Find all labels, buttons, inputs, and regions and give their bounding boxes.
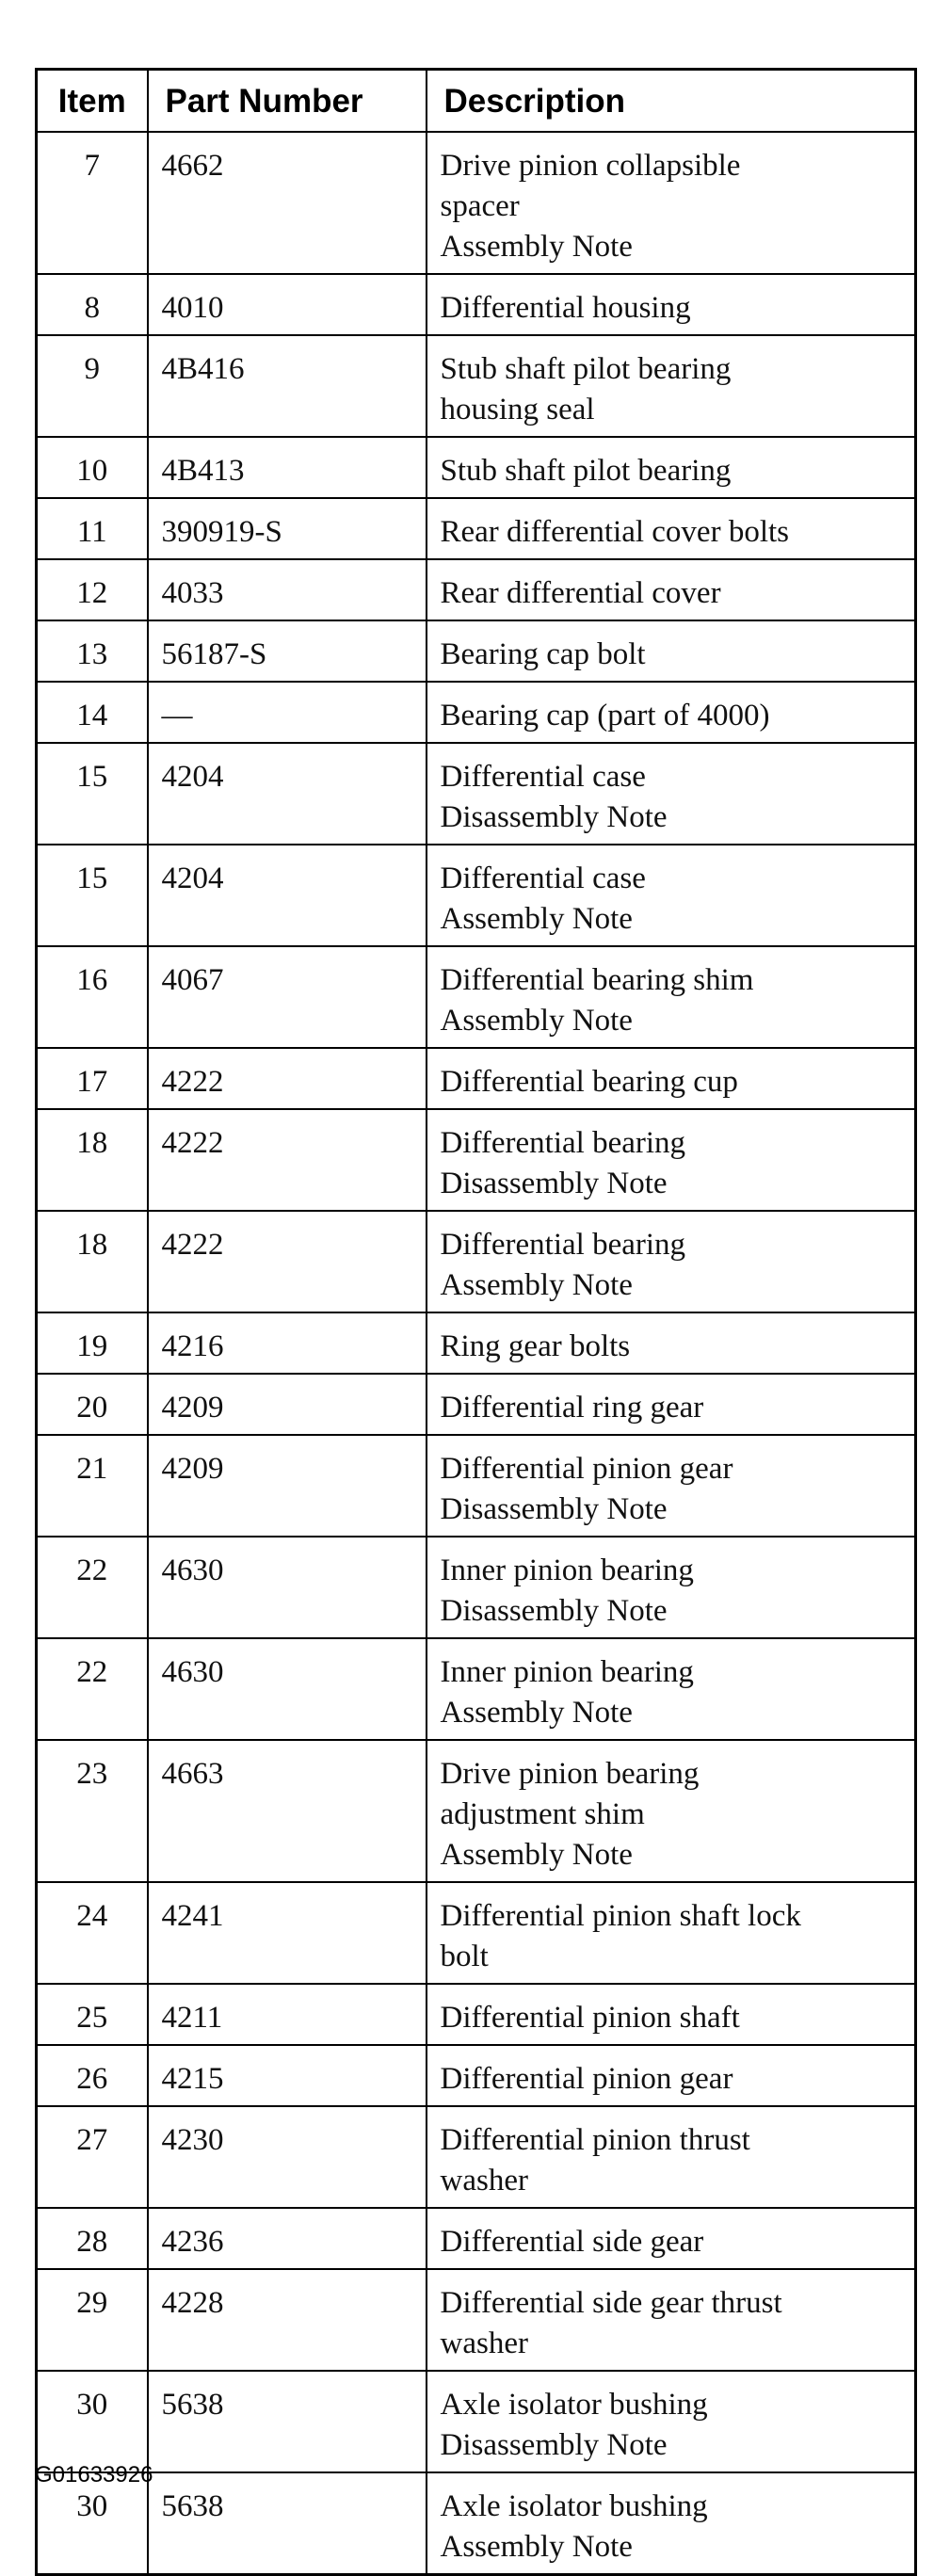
description-line: Differential bearing [440, 1228, 686, 1262]
part-number-cell: 4236 [148, 2208, 427, 2269]
description-line: Assembly Note [440, 1696, 633, 1730]
description-line: Assembly Note [440, 2530, 633, 2564]
description-cell [427, 1882, 916, 1984]
table-row [37, 498, 916, 559]
description-line: Differential side gear [440, 2225, 704, 2259]
table-row [37, 2472, 916, 2575]
item-cell: 15 [37, 743, 148, 845]
description-line: adjustment shim [440, 1797, 645, 1831]
description-cell [427, 1211, 916, 1312]
description-line: Differential ring gear [440, 1391, 704, 1425]
description-line: Rear differential cover bolts [440, 515, 789, 549]
table-row [37, 1312, 916, 1374]
item-cell: 14 [37, 682, 148, 743]
figure-id: G01633926 [35, 2462, 153, 2487]
description-line: Drive pinion collapsible [440, 149, 741, 183]
description-line: Differential pinion shaft lock [440, 1899, 801, 1933]
item-cell: 17 [37, 1048, 148, 1109]
table-row [37, 437, 916, 498]
description-line: Stub shaft pilot bearing [440, 454, 732, 488]
table-row [37, 132, 916, 274]
item-cell: 8 [37, 274, 148, 335]
table-row [37, 946, 916, 1048]
item-cell: 13 [37, 620, 148, 682]
item-cell: 21 [37, 1435, 148, 1537]
description-cell [427, 559, 916, 620]
description-line: spacer [440, 189, 520, 223]
part-number-cell: 5638 [148, 2371, 427, 2472]
column-header-description: Description [427, 70, 916, 133]
description-line: Bearing cap bolt [440, 637, 646, 671]
table-row [37, 1374, 916, 1435]
table-row [37, 1740, 916, 1882]
item-cell: 29 [37, 2269, 148, 2371]
part-number-cell: 56187-S [148, 620, 427, 682]
table-row [37, 620, 916, 682]
table-row [37, 1638, 916, 1740]
part-number-cell: 4209 [148, 1374, 427, 1435]
column-header-item: Item [37, 70, 148, 133]
description-line: Differential bearing cup [440, 1065, 738, 1099]
description-line: Inner pinion bearing [440, 1655, 694, 1689]
description-line: Differential pinion shaft [440, 2001, 740, 2035]
description-line: Differential case [440, 861, 646, 895]
part-number-cell: 4241 [148, 1882, 427, 1984]
item-cell: 7 [37, 132, 148, 274]
description-line: Differential pinion thrust [440, 2123, 750, 2157]
description-line: Assembly Note [440, 1838, 633, 1872]
table-row [37, 1882, 916, 1984]
description-line: Disassembly Note [440, 1167, 668, 1200]
part-number-cell: 4215 [148, 2045, 427, 2106]
part-number-cell: 4209 [148, 1435, 427, 1537]
item-cell: 30 [37, 2371, 148, 2472]
description-line: Disassembly Note [440, 2428, 668, 2462]
part-number-cell: 4067 [148, 946, 427, 1048]
part-number-cell: 4204 [148, 743, 427, 845]
item-cell: 16 [37, 946, 148, 1048]
table-row [37, 1984, 916, 2045]
description-line: Assembly Note [440, 1268, 633, 1302]
part-number-cell: 390919-S [148, 498, 427, 559]
part-number-cell: 4033 [148, 559, 427, 620]
part-number-cell: 4230 [148, 2106, 427, 2208]
description-cell [427, 946, 916, 1048]
description-line: Differential pinion gear [440, 1452, 733, 1486]
description-cell [427, 2208, 916, 2269]
table-row [37, 2269, 916, 2371]
item-cell: 25 [37, 1984, 148, 2045]
table-row [37, 335, 916, 437]
description-line: Rear differential cover [440, 576, 721, 610]
part-number-cell: 4222 [148, 1048, 427, 1109]
table-row [37, 559, 916, 620]
description-cell [427, 1740, 916, 1882]
description-cell [427, 845, 916, 946]
table-row [37, 1537, 916, 1638]
description-cell [427, 2371, 916, 2472]
description-line: Assembly Note [440, 1004, 633, 1038]
description-cell [427, 682, 916, 743]
table-row [37, 1109, 916, 1211]
description-line: Disassembly Note [440, 1594, 668, 1628]
table-row [37, 845, 916, 946]
description-line: Axle isolator bushing [440, 2489, 708, 2523]
part-number-cell: 4B413 [148, 437, 427, 498]
description-cell [427, 1537, 916, 1638]
part-number-cell: 5638 [148, 2472, 427, 2575]
description-line: Disassembly Note [440, 1492, 668, 1526]
table-row [37, 2208, 916, 2269]
description-line: bolt [440, 1940, 489, 1973]
item-cell: 18 [37, 1109, 148, 1211]
description-cell [427, 1638, 916, 1740]
table-row [37, 743, 916, 845]
description-cell [427, 743, 916, 845]
description-line: Ring gear bolts [440, 1329, 631, 1363]
description-line: housing seal [440, 393, 595, 427]
item-cell: 23 [37, 1740, 148, 1882]
part-number-cell: 4630 [148, 1537, 427, 1638]
table-row [37, 1435, 916, 1537]
description-cell [427, 132, 916, 274]
description-line: Stub shaft pilot bearing [440, 352, 732, 386]
part-number-cell: 4010 [148, 274, 427, 335]
description-line: Disassembly Note [440, 800, 668, 834]
description-cell [427, 1374, 916, 1435]
item-cell: 28 [37, 2208, 148, 2269]
description-cell [427, 1984, 916, 2045]
item-cell: 26 [37, 2045, 148, 2106]
header-row [37, 70, 916, 133]
item-cell: 22 [37, 1537, 148, 1638]
description-line: Assembly Note [440, 230, 633, 264]
description-cell [427, 2045, 916, 2106]
part-number-cell: 4222 [148, 1109, 427, 1211]
item-cell: 27 [37, 2106, 148, 2208]
item-cell: 22 [37, 1638, 148, 1740]
description-cell [427, 437, 916, 498]
part-number-cell: 4B416 [148, 335, 427, 437]
part-number-cell: 4222 [148, 1211, 427, 1312]
item-cell: 20 [37, 1374, 148, 1435]
table-row [37, 274, 916, 335]
item-cell: 24 [37, 1882, 148, 1984]
item-cell: 9 [37, 335, 148, 437]
item-cell: 19 [37, 1312, 148, 1374]
description-cell [427, 2472, 916, 2575]
parts-table [35, 68, 917, 2576]
part-number-cell: — [148, 682, 427, 743]
parts-table-container [35, 68, 914, 2576]
part-number-cell: 4228 [148, 2269, 427, 2371]
description-line: Bearing cap (part of 4000) [440, 699, 770, 733]
item-cell: 18 [37, 1211, 148, 1312]
part-number-cell: 4663 [148, 1740, 427, 1882]
description-cell [427, 2106, 916, 2208]
item-cell: 15 [37, 845, 148, 946]
description-cell [427, 335, 916, 437]
part-number-cell: 4211 [148, 1984, 427, 2045]
column-header-part-number: Part Number [148, 70, 427, 133]
description-cell [427, 1312, 916, 1374]
description-line: Differential pinion gear [440, 2062, 733, 2096]
table-row [37, 1211, 916, 1312]
description-line: Differential housing [440, 291, 691, 325]
item-cell: 10 [37, 437, 148, 498]
item-cell: 11 [37, 498, 148, 559]
description-line: washer [440, 2164, 528, 2198]
part-number-cell: 4204 [148, 845, 427, 946]
description-cell [427, 2269, 916, 2371]
description-line: Differential case [440, 760, 646, 794]
description-line: Differential side gear thrust [440, 2286, 782, 2320]
description-line: Differential bearing [440, 1126, 686, 1160]
description-line: Axle isolator bushing [440, 2388, 708, 2422]
part-number-cell: 4216 [148, 1312, 427, 1374]
description-cell [427, 274, 916, 335]
description-line: Drive pinion bearing [440, 1757, 700, 1791]
description-line: Differential bearing shim [440, 963, 754, 997]
table-row [37, 1048, 916, 1109]
part-number-cell: 4662 [148, 132, 427, 274]
table-row [37, 2045, 916, 2106]
description-cell [427, 498, 916, 559]
item-cell: 12 [37, 559, 148, 620]
description-line: Inner pinion bearing [440, 1554, 694, 1587]
part-number-cell: 4630 [148, 1638, 427, 1740]
table-row [37, 682, 916, 743]
table-body [37, 132, 916, 2575]
description-cell [427, 620, 916, 682]
description-line: Assembly Note [440, 902, 633, 936]
table-row [37, 2106, 916, 2208]
table-row [37, 2371, 916, 2472]
description-cell [427, 1109, 916, 1211]
item-cell: 30 [37, 2472, 148, 2575]
description-cell [427, 1435, 916, 1537]
description-cell [427, 1048, 916, 1109]
description-line: washer [440, 2326, 528, 2360]
